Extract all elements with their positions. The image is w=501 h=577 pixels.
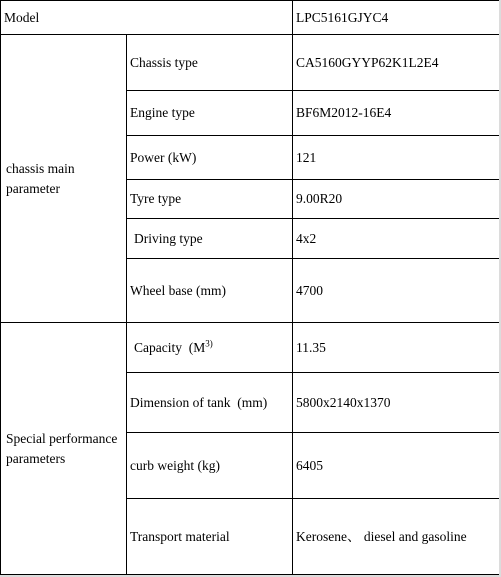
tank-dimension-value: 5800x2140x1370 [293,373,500,433]
power-label: Power (kW) [127,136,293,180]
curb-weight-value: 6405 [293,433,500,499]
chassis-group-title: chassis main parameter [1,35,127,323]
tank-dimension-label: Dimension of tank (mm) [127,373,293,433]
engine-type-label: Engine type [127,91,293,136]
wheel-base-label: Wheel base (mm) [127,259,293,323]
capacity-label-text: Capacity (M [134,339,206,355]
power-value: 121 [293,136,500,180]
tyre-type-value: 9.00R20 [293,180,500,219]
model-label: Model [1,1,293,35]
table-row [1,323,500,373]
capacity-label [127,323,293,373]
performance-group-title: Special performance parameters [1,323,127,575]
transport-material-label: Transport material [127,499,293,575]
wheel-base-value: 4700 [293,259,500,323]
chassis-type-value: CA5160GYYP62K1L2E4 [293,35,500,91]
driving-type-value: 4x2 [293,219,500,259]
table-row [1,35,500,91]
chassis-type-label: Chassis type [127,35,293,91]
model-value: LPC5161GJYC4 [293,1,500,35]
tyre-type-label: Tyre type [127,180,293,219]
curb-weight-label: curb weight (kg) [127,433,293,499]
engine-type-value: BF6M2012-16E4 [293,91,500,136]
capacity-value: 11.35 [293,323,500,373]
table-row [1,1,500,35]
driving-type-label: Driving type [127,219,293,259]
transport-material-value: Kerosene、 diesel and gasoline [293,499,500,575]
capacity-unit-exponent: 3) [205,338,213,348]
